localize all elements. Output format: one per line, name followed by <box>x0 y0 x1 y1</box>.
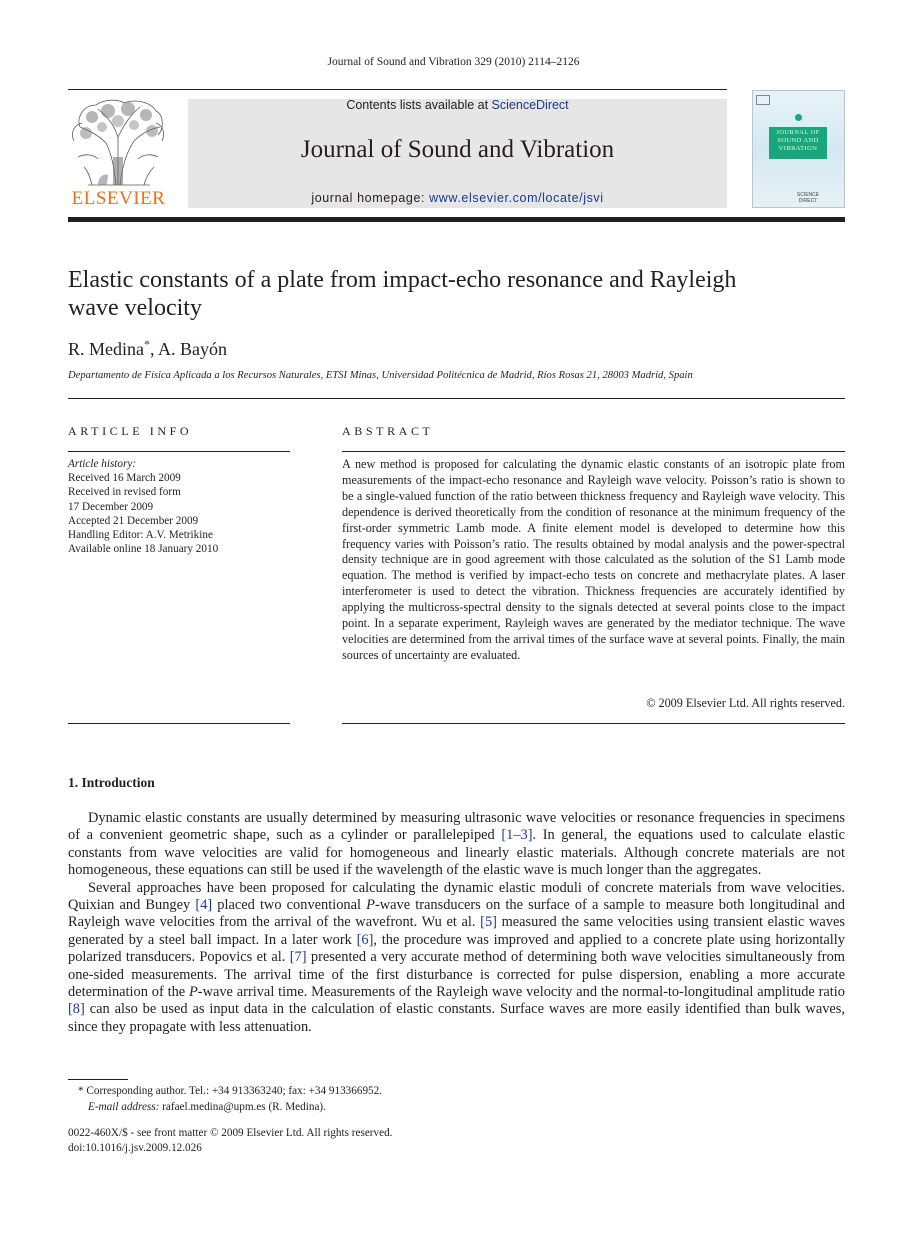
body-text-segment: can also be used as input data in the calculation of elastic constants. Surface waves are more easily identified than bulk waves, since they propagate with less attenuation. <box>68 1001 845 1035</box>
history-label: Article history: <box>68 458 137 470</box>
article-info-rule-bottom <box>68 723 290 724</box>
italic-text: P <box>188 984 198 1001</box>
issn-line: 0022-460X/$ - see front matter © 2009 Elsevier Ltd. All rights reserved. <box>68 1127 393 1139</box>
author-list <box>68 337 227 360</box>
citation-link[interactable]: [8] <box>68 1001 85 1018</box>
citation-link[interactable]: [6] <box>356 931 374 948</box>
abstract-rule-top <box>342 451 845 452</box>
cover-publisher-mark <box>756 95 770 105</box>
citation-link[interactable]: [4] <box>195 897 213 914</box>
doi-line: doi:10.1016/j.jsv.2009.12.026 <box>68 1141 202 1154</box>
cover-title-text: JOURNAL OF SOUND AND VIBRATION <box>776 129 820 152</box>
footnote <box>68 1083 845 1115</box>
title-divider <box>68 398 845 399</box>
article-history <box>68 457 290 556</box>
history-item: Available online 18 January 2010 <box>68 543 219 556</box>
body-text-segment: measured the same velocities using transient elastic waves generated by a steel ball impact. In a later work <box>68 914 846 948</box>
section-heading-introduction: 1. Introduction <box>68 775 155 790</box>
cover-emblem <box>795 114 802 121</box>
body-text-segment: Dynamic elastic constants are usually determined by measuring ultrasonic wave velocities or resonance frequencies in specimens of a convenient geometric shape, such as a cylinder or parallelepiped <box>68 810 845 844</box>
email-note <box>68 1099 845 1115</box>
homepage-link[interactable]: www.elsevier.com/locate/jsvi <box>429 191 604 205</box>
email-label: E-mail address: <box>88 1101 160 1113</box>
body-text-segment: , the procedure was improved and applied to a concrete plate using horizontally polarized transducers. Popovics et al. <box>68 931 846 966</box>
running-head: Journal of Sound and Vibration 329 (2010) 2114–2126 <box>327 56 580 68</box>
footnote-rule <box>68 1079 128 1080</box>
history-item: Received in revised form <box>68 486 181 499</box>
abstract-rule-bottom <box>342 723 845 724</box>
history-item: Accepted 21 December 2009 <box>68 514 199 527</box>
body-text-segment: presented a very accurate method of determining both wave velocities simultaneously from one-sided measurements. The arrival time of the first disturbance is corrected for pulse dispersion, enabling a more accurate determination of the <box>68 949 845 1001</box>
italic-text: P <box>366 897 375 914</box>
article-title-line1: Elastic constants of a plate from impact-echo resonance and Rayleigh <box>68 267 737 293</box>
introduction-body <box>68 810 845 1036</box>
abstract-copyright: © 2009 Elsevier Ltd. All rights reserved. <box>646 696 845 710</box>
contents-line <box>188 98 727 112</box>
article-title <box>68 266 845 322</box>
citation-link[interactable]: [1–3] <box>501 827 533 844</box>
cover-footer-text: SCIENCE DIRECT <box>796 192 820 204</box>
affiliation: Departamento de Física Aplicada a los Recursos Naturales, ETSI Minas, Universidad Politécnica de Madrid, Ríos Rosas 21, 28003 Madrid, Spain <box>68 370 693 381</box>
history-item: 17 December 2009 <box>68 500 154 513</box>
journal-title: Journal of Sound and Vibration <box>300 136 615 163</box>
article-info-rule-top <box>68 451 290 452</box>
header-thick-rule <box>68 217 845 222</box>
header-top-rule <box>68 89 727 90</box>
homepage-line <box>188 191 727 205</box>
author-2: , A. Bayón <box>150 339 228 359</box>
body-text-segment: -wave arrival time. Measurements of the Rayleigh wave velocity and the normal-to-longitudinal amplitude ratio <box>197 984 845 1001</box>
corresponding-author-mark[interactable]: * <box>144 337 150 351</box>
sciencedirect-link[interactable]: ScienceDirect <box>491 98 569 112</box>
paragraph-2 <box>68 880 845 1037</box>
citation-link[interactable]: [7] <box>289 949 307 966</box>
body-text-segment: -wave transducers on the surface of a sample to measure both longitudinal and Rayleigh wave velocities from the arrival of the wavefront. Wu et al. <box>68 897 845 931</box>
body-text-segment: Several approaches have been proposed for calculating the dynamic elastic moduli of concrete materials from wave velocities. Quixian and Bungey <box>68 879 845 914</box>
author-1: R. Medina <box>68 339 144 359</box>
history-item: Received 16 March 2009 <box>68 472 181 485</box>
abstract-text: A new method is proposed for calculating the dynamic elastic constants of an isotropic plate from measurements of the impact-echo resonance and Rayleigh wave velocity. Poisson’s ratio is shown to be a single-valued function of the ratio between thickness frequency and Rayleigh wave velocity. This dependence is derived theoretically from the condition of resonance at the minimum frequency of the first-order symmetric Lamb mode. A finite element model is developed to determine how this frequency varies with Poisson’s ratio. The results obtained by modal analysis and the power-spectral density technique are in good agreement with those calculated as the solution of the S1 Lamb mode equation. The method is verified by impact-echo tests on concrete and methacrylate plates. A laser interferometer is used to detect the vibration. Thickness frequencies are accurately identified by applying the multicross-spectral density to the signals detected at several points close to the impact point. In a separate experiment, Rayleigh waves are generated by the mediator technique. The wave velocities are determined from the arrival times of the surface wave at several points. Finally, the main sources of uncertainty are evaluated. <box>342 457 845 662</box>
contents-prefix: Contents lists available at <box>346 98 492 112</box>
elsevier-wordmark: ELSEVIER <box>71 188 166 209</box>
body-text-segment: placed two conventional <box>212 897 367 914</box>
abstract-heading: ABSTRACT <box>342 424 434 438</box>
body-text-segment: . In general, the equations used to calculate elastic constants from wave velocities are valid for homogeneous and linearly elastic materials. Although concrete materials are not homogeneous, these equations can still be used if the wavelength of the elastic wave is much longer than the aggregates. <box>68 827 846 879</box>
corresponding-author-note: * Corresponding author. Tel.: +34 913363240; fax: +34 913366952. <box>78 1085 383 1097</box>
article-info-heading: ARTICLE INFO <box>68 424 193 438</box>
citation-link[interactable]: [5] <box>480 914 497 931</box>
article-title-line2: wave velocity <box>68 295 202 321</box>
paragraph-1 <box>68 810 845 880</box>
history-item: Handling Editor: A.V. Metrikine <box>68 529 213 542</box>
email-value: rafael.medina@upm.es (R. Medina). <box>159 1101 326 1113</box>
homepage-prefix: journal homepage: <box>311 191 430 205</box>
front-matter-info <box>68 1126 845 1155</box>
